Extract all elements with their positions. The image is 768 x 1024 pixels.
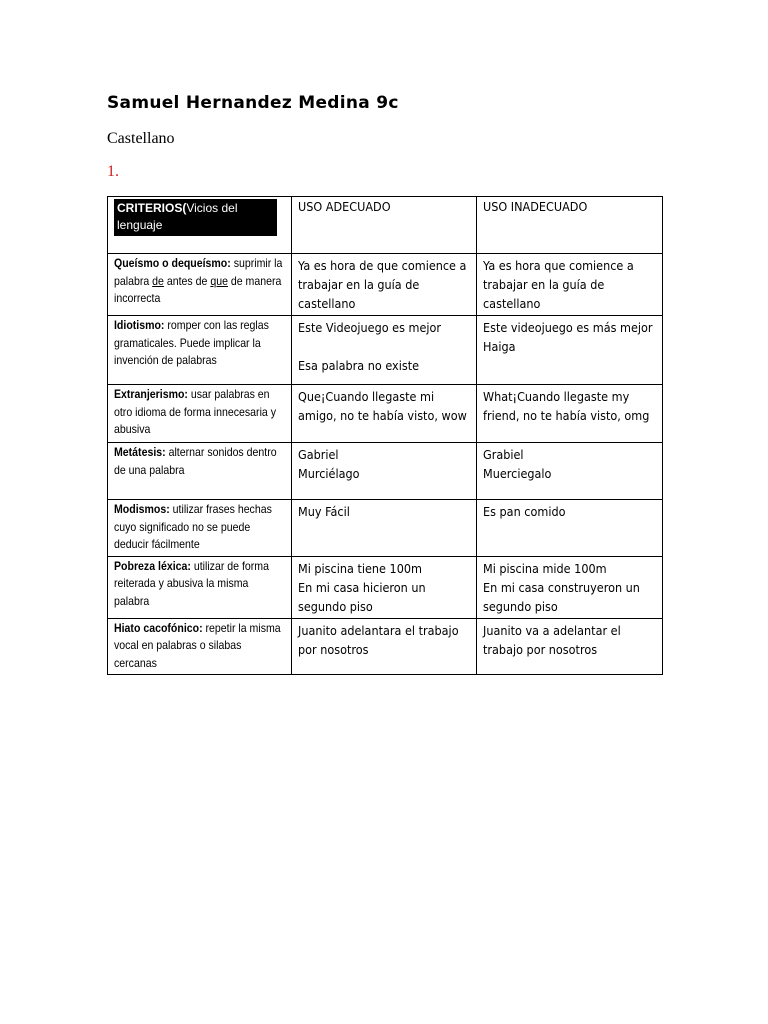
table-row <box>108 500 663 557</box>
improper-example: Muerciegalo <box>483 466 552 481</box>
improper-example: En mi casa construyeron un segundo piso <box>483 579 640 614</box>
improper-example: Haiga <box>483 339 516 354</box>
improper-example: Mi piscina mide 100m <box>483 560 607 576</box>
improper-usage-cell <box>477 385 663 443</box>
proper-example: Muy Fácil <box>298 504 350 519</box>
proper-example: Murciélago <box>298 466 360 481</box>
proper-usage-cell <box>292 316 477 385</box>
proper-usage-cell <box>292 556 477 618</box>
criteria-definition: suprimir la palabra <box>114 256 283 288</box>
improper-usage-cell <box>477 500 663 557</box>
criteria-term: Idiotismo: <box>114 318 165 332</box>
language-vices-table <box>107 196 663 675</box>
improper-example: Es pan comido <box>483 504 566 519</box>
criteria-definition: usar palabras en otro idioma de forma innecesaria y abusiva <box>114 387 277 436</box>
criteria-definition: de manera incorrecta <box>114 273 282 305</box>
criteria-definition: antes de <box>163 273 211 288</box>
proper-example: Mi piscina tiene 100m <box>298 560 422 576</box>
header-criteria-label <box>114 199 277 236</box>
proper-example: Que¡Cuando llegaste mi amigo, no te había visto, wow <box>298 389 467 423</box>
criteria-cell <box>108 500 292 557</box>
criteria-cell <box>108 385 292 443</box>
table-row <box>108 316 663 385</box>
criteria-cell <box>108 443 292 500</box>
improper-usage-cell <box>477 316 663 385</box>
criteria-definition: alternar sonidos dentro de una palabra <box>114 445 277 477</box>
proper-usage-cell <box>292 618 477 675</box>
improper-example: Ya es hora que comience a trabajar en la guía de castellano <box>483 258 634 311</box>
criteria-cell <box>108 556 292 618</box>
criteria-term: Extranjerismo: <box>114 387 188 401</box>
criteria-cell <box>108 618 292 675</box>
criteria-underlined-word: que <box>210 273 228 288</box>
proper-example: Este Videojuego es mejor <box>298 320 442 335</box>
table-row <box>108 556 663 618</box>
header-proper-cell <box>292 197 477 254</box>
criteria-cell <box>108 254 292 316</box>
proper-example: Gabriel <box>298 447 339 462</box>
table-row <box>108 443 663 500</box>
criteria-definition: repetir la misma vocal en palabras o silabas cercanas <box>114 620 281 670</box>
criteria-term: Pobreza léxica: <box>114 558 191 573</box>
improper-example: Este videojuego es más mejor <box>483 320 653 335</box>
criteria-cell <box>108 316 292 385</box>
criteria-term: Queísmo o dequeísmo: <box>114 256 231 270</box>
header-improper-cell <box>477 197 663 254</box>
proper-usage-cell <box>292 500 477 557</box>
header-criteria-bold: CRITERIOS( <box>117 201 187 215</box>
header-improper-label: USO INADECUADO <box>483 199 588 214</box>
proper-example: Esa palabra no existe <box>298 358 420 373</box>
improper-example: Grabiel <box>483 447 524 462</box>
criteria-definition: utilizar de forma reiterada y abusiva la misma palabra <box>114 558 269 608</box>
proper-usage-cell <box>292 254 477 316</box>
proper-example: Ya es hora de que comience a trabajar en la guía de castellano <box>298 258 467 311</box>
improper-usage-cell <box>477 443 663 500</box>
proper-usage-cell <box>292 443 477 500</box>
criteria-underlined-word: de <box>152 273 164 288</box>
improper-usage-cell <box>477 556 663 618</box>
section-number: 1. <box>107 163 119 180</box>
table-row <box>108 385 663 443</box>
subject-heading: Castellano <box>107 130 175 147</box>
improper-example: What¡Cuando llegaste my friend, no te había visto, omg <box>483 389 650 423</box>
criteria-term: Hiato cacofónico: <box>114 620 203 635</box>
table-header-row <box>108 197 663 254</box>
criteria-definition: utilizar frases hechas cuyo significado no se puede deducir fácilmente <box>114 502 272 551</box>
table-row <box>108 618 663 675</box>
improper-example: Juanito va a adelantar el trabajo por nosotros <box>483 622 621 657</box>
proper-usage-cell <box>292 385 477 443</box>
improper-usage-cell <box>477 618 663 675</box>
criteria-term: Modismos: <box>114 502 170 516</box>
header-criteria-cell <box>108 197 292 254</box>
criteria-term: Metátesis: <box>114 445 166 459</box>
table-row <box>108 254 663 316</box>
document-title: Samuel Hernandez Medina 9c <box>107 93 399 113</box>
header-proper-label: USO ADECUADO <box>298 199 391 214</box>
proper-example: Juanito adelantara el trabajo por nosotros <box>298 622 459 657</box>
header-criteria-rest: Vicios del lenguaje <box>117 201 238 232</box>
criteria-definition: romper con las reglas gramaticales. Puede implicar la invención de palabras <box>114 318 269 367</box>
proper-example: En mi casa hicieron un segundo piso <box>298 579 426 614</box>
improper-usage-cell <box>477 254 663 316</box>
